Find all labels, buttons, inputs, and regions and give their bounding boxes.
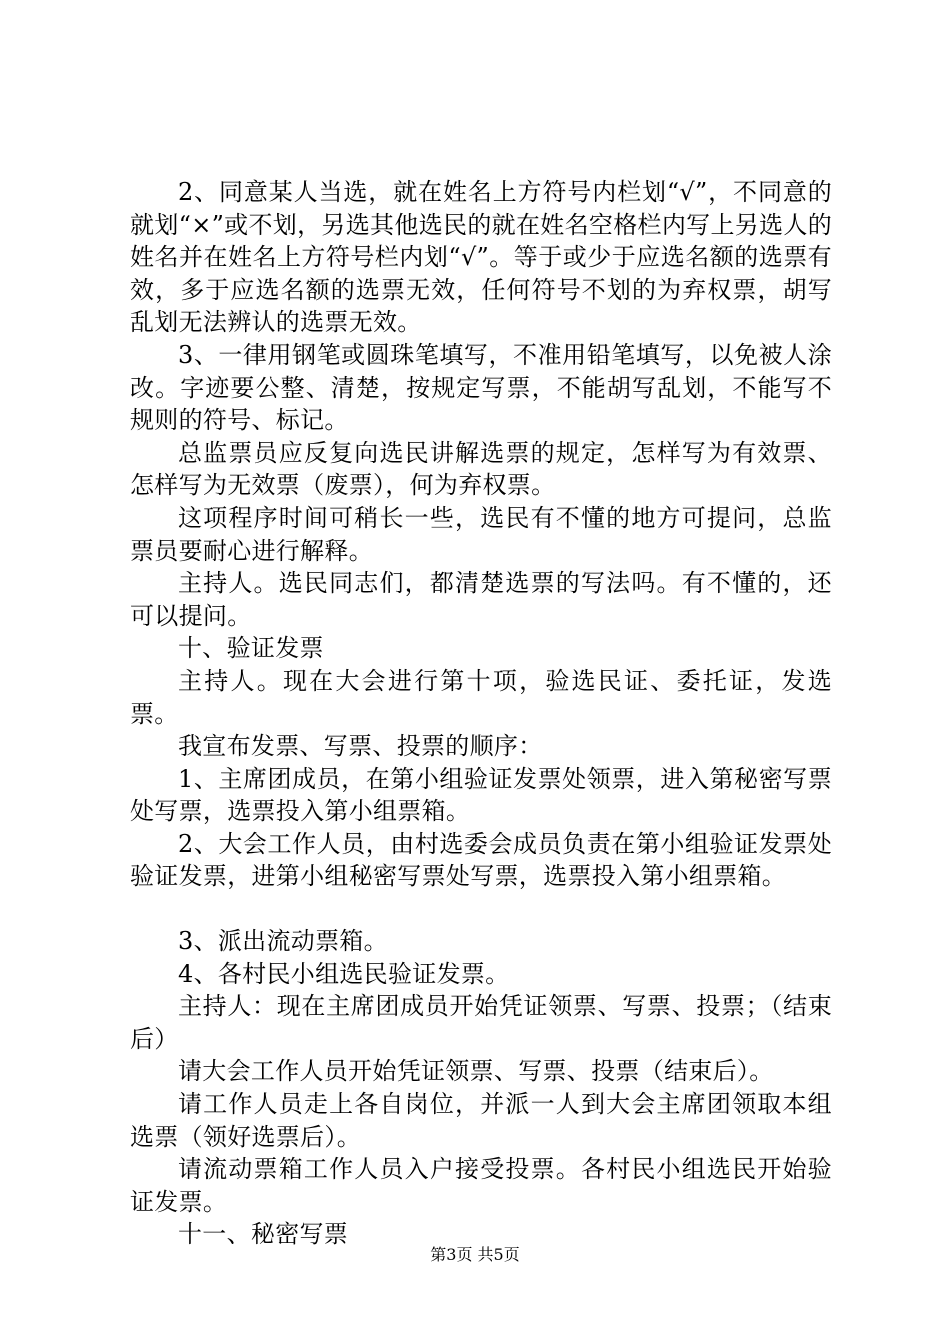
section-heading-11: 十一、秘密写票 — [178, 1220, 349, 1249]
paragraph-gap — [130, 893, 832, 925]
page-number-footer: 第3页 共5页 — [430, 1245, 520, 1264]
paragraph-rule-2: 2、同意某人当选，就在姓名上方符号内栏划“√”，不同意的就划“×”或不划，另选其他选民的就在姓名空格栏内写上另选人的姓名并在姓名上方符号栏内划“√”。等于或少于应选名额的选票有效，多于应选名额的选票无效，任何符号不划的为弃权票，胡写乱划无法辨认的选票无效。 — [130, 178, 832, 337]
paragraph-order-announce: 我宣布发票、写票、投票的顺序： — [178, 732, 543, 761]
paragraph-mobile-box: 请流动票箱工作人员入户接受投票。各村民小组选民开始验证发票。 — [130, 1155, 832, 1216]
paragraph-host-ask: 主持人。选民同志们，都清楚选票的写法吗。有不懂的，还可以提问。 — [130, 569, 832, 630]
paragraph-staff-posts: 请工作人员走上各自岗位，并派一人到大会主席团领取本组选票（领好选票后）。 — [130, 1090, 832, 1151]
paragraph-staff-vote: 请大会工作人员开始凭证领票、写票、投票（结束后）。 — [178, 1057, 774, 1086]
paragraph-order-3: 3、派出流动票箱。 — [178, 927, 388, 956]
paragraph-order-2: 2、大会工作人员，由村选委会成员负责在第小组验证发票处验证发票，进第小组秘密写票处写票，选票投入第小组票箱。 — [130, 829, 832, 891]
paragraph-host-presidium: 主持人：现在主席团成员开始凭证领票、写票、投票；（结束后） — [130, 992, 832, 1053]
paragraph-questions: 这项程序时间可稍长一些，选民有不懂的地方可提问，总监票员要耐心进行解释。 — [130, 503, 832, 565]
paragraph-host-item-10: 主持人。现在大会进行第十项，验选民证、委托证，发选票。 — [130, 666, 832, 728]
paragraph-rule-3: 3、一律用钢笔或圆珠笔填写，不准用铅笔填写，以免被人涂改。字迹要公整、清楚，按规定写票，不能胡写乱划，不能写不规则的符号、标记。 — [130, 340, 832, 435]
section-heading-10: 十、验证发票 — [178, 634, 324, 663]
paragraph-order-1: 1、主席团成员，在第小组验证发票处领票，进入第秘密写票处写票，选票投入第小组票箱。 — [130, 764, 832, 826]
paragraph-chief-scrutineer: 总监票员应反复向选民讲解选票的规定，怎样写为有效票、怎样写为无效票（废票），何为弃权票。 — [130, 438, 832, 500]
paragraph-order-4: 4、各村民小组选民验证发票。 — [178, 959, 510, 988]
document-body — [130, 176, 832, 1251]
